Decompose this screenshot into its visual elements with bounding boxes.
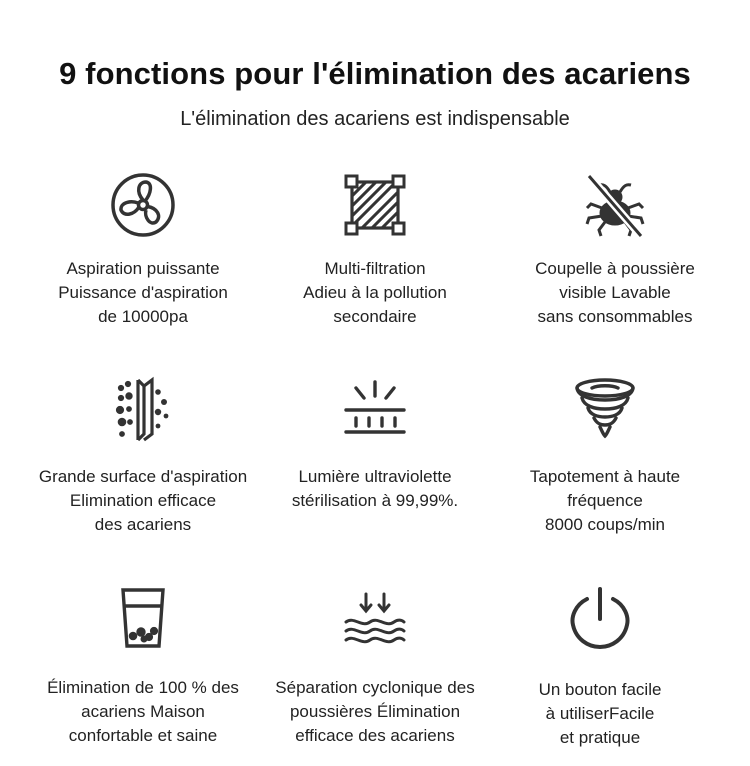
feature-line: Tapotement à haute	[529, 467, 681, 486]
feature-line: Grande surface d'aspiration	[38, 467, 248, 486]
feature-line: Élimination de 100 % des	[47, 678, 239, 697]
feature-line: acariens Maison	[81, 702, 205, 721]
feature-line: visible Lavable	[559, 283, 671, 302]
feature-line: Puissance d'aspiration	[58, 283, 228, 302]
feature-line: 8000 coups/min	[544, 515, 666, 534]
feature-line: poussières Élimination	[289, 702, 461, 721]
feature-line: fréquence	[567, 491, 643, 510]
feature-line: Un bouton facile	[538, 680, 662, 699]
feature-line: confortable et saine	[68, 726, 218, 745]
feature-line: Coupelle à poussière	[535, 259, 695, 278]
vortex-icon	[480, 367, 730, 447]
power-icon	[475, 578, 725, 658]
feature-line: secondaire	[333, 307, 417, 326]
no-mite-icon	[490, 165, 740, 245]
feature-line: efficace des acariens	[295, 726, 455, 745]
dust-cup-icon	[18, 578, 268, 658]
feature-line: Aspiration puissante	[66, 259, 220, 278]
fan-icon	[18, 165, 268, 245]
feature-line: de 10000pa	[98, 307, 188, 326]
page-subtitle: L'élimination des acariens est indispensable	[180, 108, 570, 130]
feature-line: sans consommables	[537, 307, 693, 326]
feature-line: Lumière ultraviolette	[298, 467, 452, 486]
cyclone-separation-icon	[250, 578, 500, 658]
feature-line: Séparation cyclonique des	[275, 678, 475, 697]
filter-icon	[250, 165, 500, 245]
uv-light-icon	[250, 367, 500, 447]
feature-line: stérilisation à 99,99%.	[291, 491, 459, 510]
suction-area-icon	[18, 367, 268, 447]
feature-line: Elimination efficace	[69, 491, 217, 510]
page-title: 9 fonctions pour l'élimination des acariens	[59, 56, 691, 91]
feature-line: et pratique	[559, 728, 641, 747]
feature-line: Multi-filtration	[324, 259, 426, 278]
feature-line: à utiliserFacile	[545, 704, 655, 723]
feature-line: des acariens	[94, 515, 192, 534]
feature-line: Adieu à la pollution	[303, 283, 447, 302]
